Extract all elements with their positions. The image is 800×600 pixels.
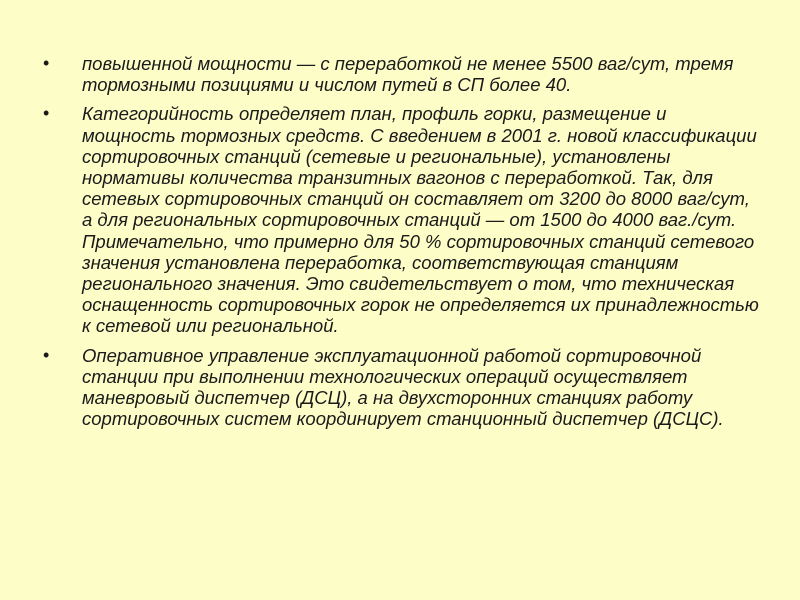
bullet-item bbox=[40, 345, 760, 430]
bullet-item bbox=[40, 53, 760, 95]
bullet-item bbox=[40, 103, 760, 336]
bullet-text: Категорийность определяет план, профиль горки, размещение и мощность тормозных средств. С введением в 2001 г. новой классификации сортировочных станций (сетевые и региональные), установлены нормативы количества транзитных вагонов с переработкой. Так, для сетевых сортировочных станций он составляет от 3200 до 8000 ваг/сут, а для региональных сортировочных станций — от 1500 до 4000 ваг./сут. Примечательно, что примерно для 50 % сортировочных станций сетевого значения установлена переработка, соответствующая станциям регионального значения. Это свидетельствует о том, что техническая оснащенность сортировочных горок не определяется их принадлежностью к сетевой или региональной. bbox=[82, 103, 759, 337]
bullet-icon: • bbox=[43, 103, 50, 124]
bullet-list bbox=[40, 53, 760, 437]
bullet-icon: • bbox=[43, 53, 50, 73]
bullet-icon: • bbox=[43, 344, 50, 365]
bullet-text: повышенной мощности — с переработкой не менее 5500 ваг/сут, тремя тормозными позициями и числом путей в СП более 40. bbox=[82, 53, 734, 96]
bullet-text: Оперативное управление эксплуатационной работой сортировочной станции при выполнении технологических операций осуществляет маневровый диспетчер (ДСЦ), а на двухсторонних станциях работу сортировочных систем координирует станционный диспетчер (ДСЦС). bbox=[82, 344, 724, 430]
